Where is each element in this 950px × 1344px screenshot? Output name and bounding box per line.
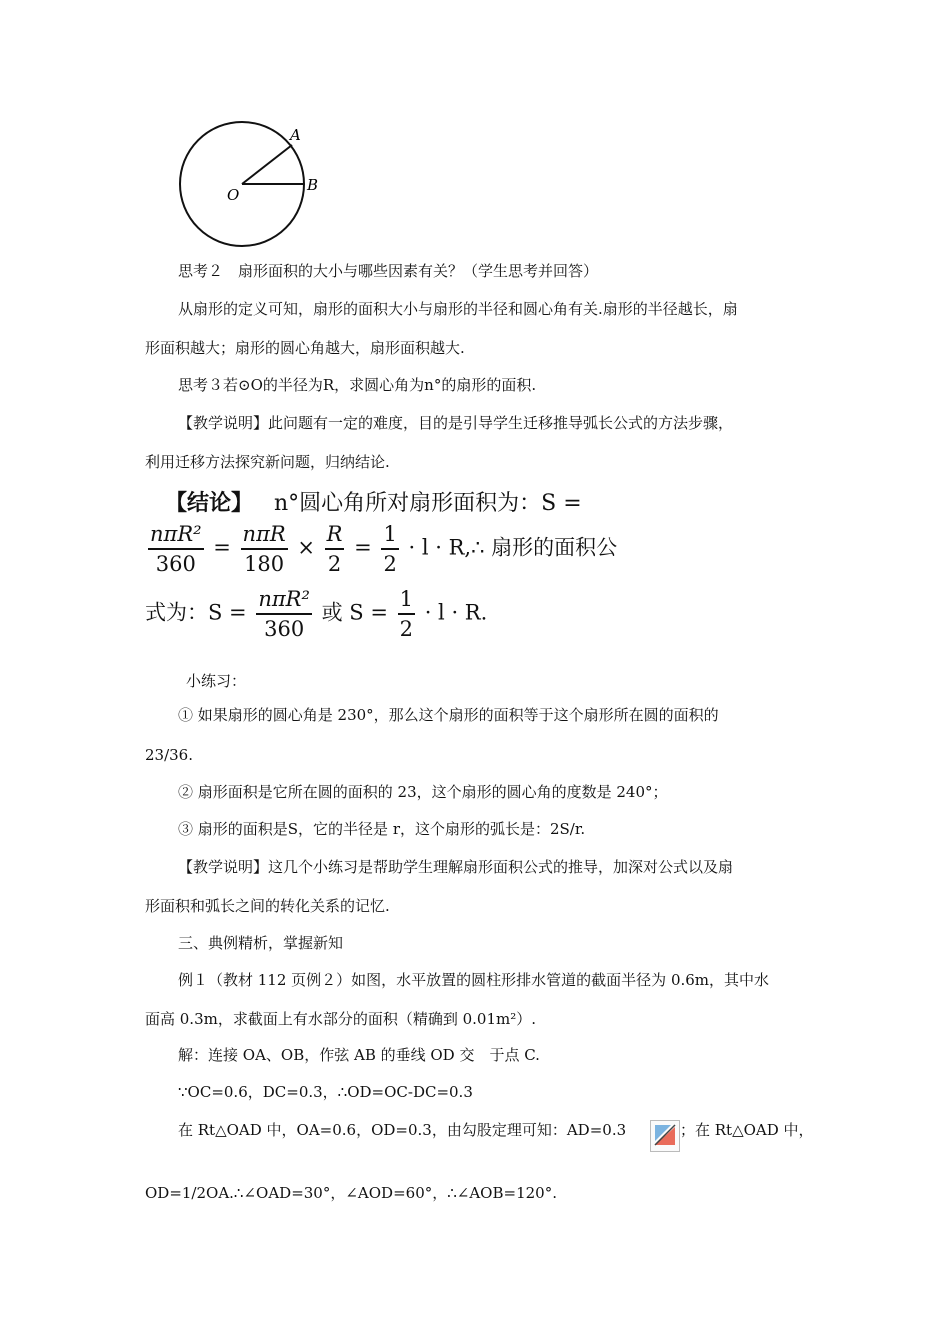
teaching-note: 形面积和弧长之间的转化关系的记忆.: [145, 897, 390, 915]
teaching-note: 【教学说明】此问题有一定的难度，目的是引导学生迁移推导弧长公式的方法步骤，: [178, 414, 734, 432]
fraction: $\frac{1}{2}$: [383, 522, 397, 576]
conclusion-line-1: [165, 486, 582, 517]
exercise-2: ② 扇形面积是它所在圆的面积的 23，这个扇形的圆心角的度数是 240°；: [178, 783, 668, 801]
section-heading: 三、典例精析，掌握新知: [178, 934, 344, 952]
formula-lead: 式为：S =: [145, 600, 247, 625]
solution-line: 在 Rt△OAD 中，OA=0.6，OD=0.3，由勾股定理可知：AD=0.3: [178, 1121, 627, 1139]
label-o: O: [227, 186, 240, 204]
exercise-1: ① 如果扇形的圆心角是 230°，那么这个扇形的面积等于这个扇形所在圆的面积的: [178, 706, 719, 724]
formula-or: 或 S =: [321, 600, 388, 625]
fraction: $\frac{\text{nπR}}{180}$: [242, 522, 286, 576]
example-1: 面高 0.3m，求截面上有水部分的面积（精确到 0.01m²）.: [145, 1010, 537, 1028]
label-b: B: [307, 176, 319, 194]
conclusion-tail: · l · R,∴ 扇形的面积公: [408, 535, 618, 560]
teaching-note: 利用迁移方法探究新问题，归纳结论.: [145, 453, 390, 471]
radius-oa: [242, 145, 292, 184]
fraction: $\frac{\text{nπR²}}{360}$: [150, 522, 202, 576]
conclusion-bracket: 【结论】: [165, 491, 254, 516]
exercise-3: ③ 扇形的面积是S，它的半径是 r，这个扇形的弧长是：2S/r.: [178, 820, 586, 838]
exercise-1: 23/36.: [145, 746, 193, 764]
paragraph-line: 从扇形的定义可知，扇形的面积大小与扇形的半径和圆心角有关.扇形的半径越长，扇: [178, 300, 738, 318]
solution-line: ∵OC=0.6，DC=0.3，∴OD=OC-DC=0.3: [178, 1083, 473, 1101]
example-1: 例１（教材 112 页例２）如图，水平放置的圆柱形排水管道的截面半径为 0.6m，其中水: [178, 971, 770, 989]
solution-line: ；在 Rt△OAD 中，: [680, 1121, 814, 1139]
times-sign: ×: [297, 535, 315, 560]
formula-tail: · l · R.: [424, 600, 488, 625]
conclusion-intro: n°圆心角所对扇形面积为：S =: [274, 491, 582, 516]
circle-figure: [170, 118, 330, 253]
practice-heading: 小练习：: [186, 672, 247, 690]
fraction: $\frac{R}{2}$: [326, 522, 343, 576]
fraction: $\frac{1}{2}$: [399, 587, 414, 641]
solution-line: 解：连接 OA、OB，作弦 AB 的垂线 OD 交 于点 C.: [178, 1046, 540, 1064]
paragraph-line: 形面积越大；扇形的圆心角越大，扇形面积越大.: [145, 339, 465, 357]
conclusion-line-3: [145, 585, 487, 643]
fraction: $\frac{\text{nπR²}}{360}$: [258, 587, 310, 641]
equals: =: [354, 535, 372, 560]
teaching-note: 【教学说明】这几个小练习是帮助学生理解扇形面积公式的推导，加深对公式以及扇: [178, 858, 734, 876]
solution-line: OD=1/2OA.∴∠OAD=30°，∠AOD=60°，∴∠AOB=120°.: [145, 1184, 557, 1202]
equals: =: [213, 535, 231, 560]
conclusion-line-2: [145, 520, 617, 578]
broken-image-icon: [650, 1120, 680, 1152]
label-a: A: [290, 126, 301, 144]
think2-line: 思考２ 扇形面积的大小与哪些因素有关？（学生思考并回答）: [178, 262, 599, 280]
think3-line: 思考３若⊙O的半径为R，求圆心角为n°的扇形的面积.: [178, 376, 537, 394]
